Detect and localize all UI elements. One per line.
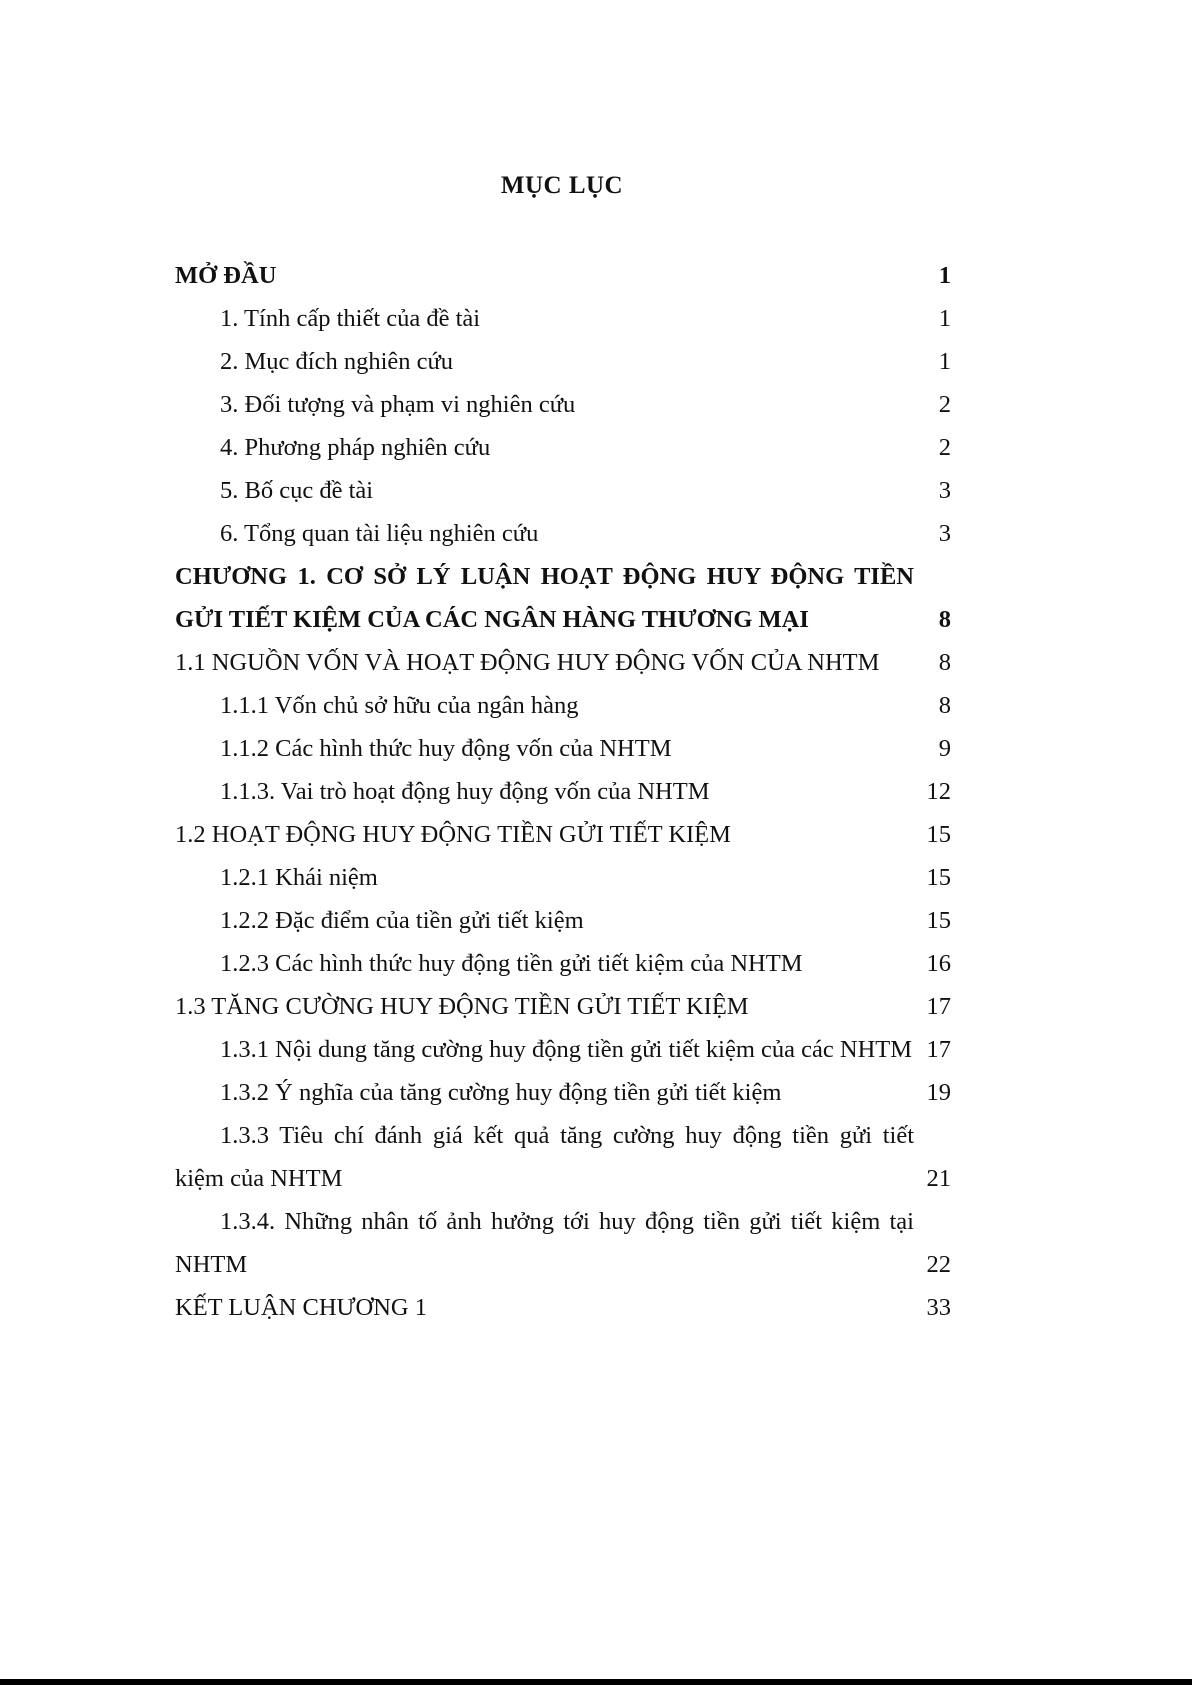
toc-entry-title: 1.1.2 Các hình thức huy động vốn của NHTM bbox=[220, 735, 672, 762]
toc-entry-page-number: 3 bbox=[938, 477, 951, 504]
toc-entry[interactable] bbox=[175, 383, 951, 426]
toc-entry-title: 3. Đối tượng và phạm vi nghiên cứu bbox=[220, 391, 576, 418]
toc-entry[interactable] bbox=[175, 770, 951, 813]
toc-entry-page-number: 17 bbox=[926, 993, 951, 1020]
toc-entry-page-number: 15 bbox=[926, 907, 951, 934]
toc-entry-title: 1.3.1 Nội dung tăng cường huy động tiền gửi tiết kiệm của các NHTM bbox=[220, 1036, 913, 1063]
toc-entry[interactable] bbox=[175, 641, 951, 684]
toc-entry-title: 1.3.4. Những nhân tố ảnh hưởng tới huy động tiền gửi tiết kiệm tại bbox=[220, 1208, 914, 1235]
toc-entry-title: 1.2.3 Các hình thức huy động tiền gửi tiết kiệm của NHTM bbox=[220, 950, 803, 977]
toc-entry-title: 1.1 NGUỒN VỐN VÀ HOẠT ĐỘNG HUY ĐỘNG VỐN CỦA NHTM bbox=[175, 649, 880, 676]
toc-entry[interactable] bbox=[175, 1243, 951, 1286]
toc-entry[interactable] bbox=[175, 942, 951, 985]
toc-entry[interactable] bbox=[175, 899, 951, 942]
toc-entry[interactable] bbox=[175, 727, 951, 770]
toc-entry-title: 1.1.3. Vai trò hoạt động huy động vốn của NHTM bbox=[220, 778, 710, 805]
bottom-edge-divider bbox=[0, 1679, 1192, 1685]
toc-entry[interactable] bbox=[175, 856, 951, 899]
toc-entry-title: 4. Phương pháp nghiên cứu bbox=[220, 434, 491, 461]
toc-entry-title: 1.2.2 Đặc điểm của tiền gửi tiết kiệm bbox=[220, 907, 584, 934]
toc-entry[interactable] bbox=[175, 1286, 951, 1329]
toc-entry-page-number: 22 bbox=[926, 1251, 951, 1278]
toc-entry[interactable] bbox=[175, 1157, 951, 1200]
toc-entry-title: 6. Tổng quan tài liệu nghiên cứu bbox=[220, 520, 539, 547]
toc-entry[interactable] bbox=[175, 1114, 951, 1157]
toc-entry[interactable] bbox=[175, 555, 951, 598]
toc-entry-title: kiệm của NHTM bbox=[175, 1165, 343, 1192]
toc-entry[interactable] bbox=[175, 985, 951, 1028]
toc-entry-page-number: 33 bbox=[926, 1294, 951, 1321]
toc-entry-title: 1.3.2 Ý nghĩa của tăng cường huy động tiền gửi tiết kiệm bbox=[220, 1079, 782, 1106]
toc-entry-page-number: 3 bbox=[938, 520, 951, 547]
toc-entry[interactable] bbox=[175, 1071, 951, 1114]
toc-entry-title: KẾT LUẬN CHƯƠNG 1 bbox=[175, 1294, 427, 1321]
table-of-contents bbox=[175, 254, 951, 1329]
toc-entry-page-number: 15 bbox=[926, 864, 951, 891]
page-title: MỤC LỤC bbox=[500, 172, 624, 199]
toc-entry-title: 2. Mục đích nghiên cứu bbox=[220, 348, 454, 375]
toc-entry-title: CHƯƠNG 1. CƠ SỞ LÝ LUẬN HOẠT ĐỘNG HUY ĐỘNG TIỀN bbox=[175, 563, 914, 590]
toc-entry-title: 1.2.1 Khái niệm bbox=[220, 864, 378, 891]
toc-entry[interactable] bbox=[175, 254, 951, 297]
toc-entry[interactable] bbox=[175, 512, 951, 555]
toc-entry-title: 1.3 TĂNG CƯỜNG HUY ĐỘNG TIỀN GỬI TIẾT KIỆM bbox=[175, 993, 749, 1020]
toc-entry[interactable] bbox=[175, 340, 951, 383]
toc-entry-title: MỞ ĐẦU bbox=[175, 262, 277, 289]
toc-entry-title: 5. Bố cục đề tài bbox=[220, 477, 374, 504]
toc-entry-title: NHTM bbox=[175, 1251, 248, 1278]
toc-entry-page-number: 2 bbox=[938, 434, 951, 461]
toc-entry-page-number: 12 bbox=[926, 778, 951, 805]
toc-entry[interactable] bbox=[175, 1028, 951, 1071]
toc-entry-page-number: 1 bbox=[938, 348, 951, 375]
toc-entry-title: GỬI TIẾT KIỆM CỦA CÁC NGÂN HÀNG THƯƠNG MẠI bbox=[175, 606, 809, 633]
toc-entry[interactable] bbox=[175, 598, 951, 641]
toc-entry-page-number: 2 bbox=[938, 391, 951, 418]
toc-entry-page-number: 8 bbox=[938, 649, 951, 676]
toc-entry-title: 1.3.3 Tiêu chí đánh giá kết quả tăng cường huy động tiền gửi tiết bbox=[220, 1122, 914, 1149]
toc-entry-page-number: 16 bbox=[926, 950, 951, 977]
toc-entry[interactable] bbox=[175, 426, 951, 469]
toc-entry-page-number: 19 bbox=[926, 1079, 951, 1106]
toc-entry[interactable] bbox=[175, 469, 951, 512]
toc-entry-page-number: 1 bbox=[938, 305, 951, 332]
toc-entry[interactable] bbox=[175, 297, 951, 340]
toc-entry-page-number: 8 bbox=[938, 606, 951, 633]
toc-entry-page-number: 9 bbox=[938, 735, 951, 762]
toc-entry-title: 1.2 HOẠT ĐỘNG HUY ĐỘNG TIỀN GỬI TIẾT KIỆM bbox=[175, 821, 731, 848]
toc-entry-page-number: 17 bbox=[926, 1036, 951, 1063]
toc-entry[interactable] bbox=[175, 684, 951, 727]
toc-entry-title: 1. Tính cấp thiết của đề tài bbox=[220, 305, 481, 332]
toc-entry-page-number: 1 bbox=[938, 262, 951, 289]
toc-entry[interactable] bbox=[175, 1200, 951, 1243]
toc-entry[interactable] bbox=[175, 813, 951, 856]
toc-entry-page-number: 15 bbox=[926, 821, 951, 848]
toc-entry-page-number: 8 bbox=[938, 692, 951, 719]
toc-entry-title: 1.1.1 Vốn chủ sở hữu của ngân hàng bbox=[220, 692, 579, 719]
toc-entry-page-number: 21 bbox=[926, 1165, 951, 1192]
